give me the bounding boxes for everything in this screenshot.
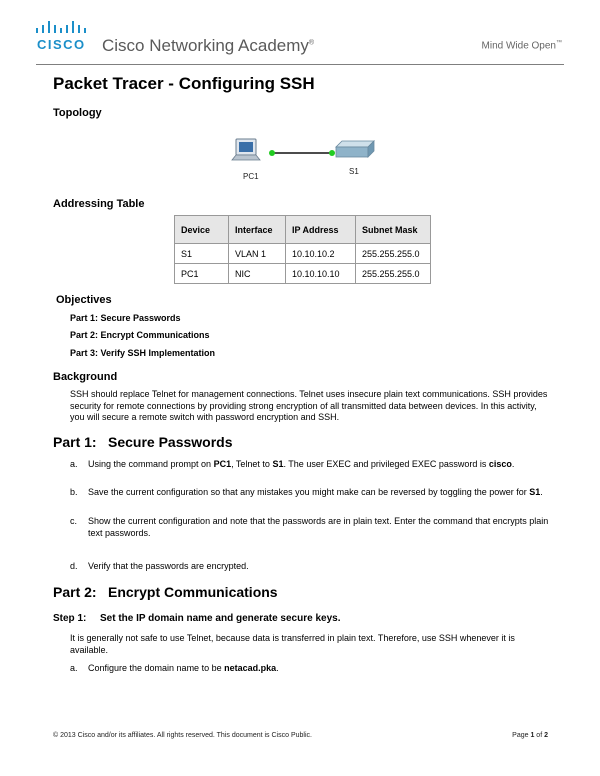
- switch-label: S1: [349, 167, 359, 176]
- table-row: [175, 264, 431, 284]
- step1-heading: Step 1: Set the IP domain name and generate secure keys.: [53, 613, 341, 624]
- table-row: [175, 244, 431, 264]
- objectives-heading: Objectives: [56, 294, 112, 306]
- table-header-row: [175, 216, 431, 244]
- background-paragraph: SSH should replace Telnet for management connections. Telnet uses insecure plain text communications. SSH provides security for remote connections by providing strong encryption of all transmitted data between devices. In this activity, you will secure a remote switch with password encryption and SSH.: [70, 389, 548, 422]
- part2-intro: It is generally not safe to use Telnet, because data is transferred in plain text. Therefore, use SSH whenever it is available.: [70, 633, 515, 655]
- background-heading: Background: [53, 371, 118, 383]
- addressing-heading: Addressing Table: [53, 198, 145, 210]
- column-header: IP Address: [286, 216, 356, 244]
- cisco-logo-icon: [36, 21, 90, 35]
- objective-item: Part 3: Verify SSH Implementation: [70, 348, 216, 358]
- table-cell: VLAN 1: [229, 244, 286, 264]
- table-cell: NIC: [229, 264, 286, 284]
- objective-item: Part 2: Encrypt Communications: [70, 330, 210, 340]
- topology-heading: Topology: [53, 107, 102, 119]
- switch-icon: [336, 141, 374, 157]
- table-cell: 255.255.255.0: [356, 264, 431, 284]
- table-cell: S1: [175, 244, 229, 264]
- pc-label: PC1: [243, 172, 259, 181]
- page-title: Packet Tracer - Configuring SSH: [53, 74, 315, 93]
- part1-heading: Part 1: Secure Passwords: [53, 434, 233, 450]
- page-number: Page 1 of 2: [512, 732, 548, 739]
- addressing-table: [174, 215, 431, 284]
- pc-icon: [232, 139, 260, 160]
- cisco-wordmark: CISCO: [37, 37, 86, 52]
- table-cell: 10.10.10.2: [286, 244, 356, 264]
- objective-item: Part 1: Secure Passwords: [70, 313, 181, 323]
- academy-title: Cisco Networking Academy®: [102, 36, 315, 55]
- part2-heading: Part 2: Encrypt Communications: [53, 584, 278, 600]
- table-cell: PC1: [175, 264, 229, 284]
- header-divider: [36, 64, 564, 65]
- table-cell: 10.10.10.10: [286, 264, 356, 284]
- table-cell: 255.255.255.0: [356, 244, 431, 264]
- copyright-footer: © 2013 Cisco and/or its affiliates. All rights reserved. This document is Cisco Public.: [53, 732, 312, 739]
- column-header: Device: [175, 216, 229, 244]
- column-header: Interface: [229, 216, 286, 244]
- tagline: Mind Wide Open™: [481, 40, 562, 52]
- column-header: Subnet Mask: [356, 216, 431, 244]
